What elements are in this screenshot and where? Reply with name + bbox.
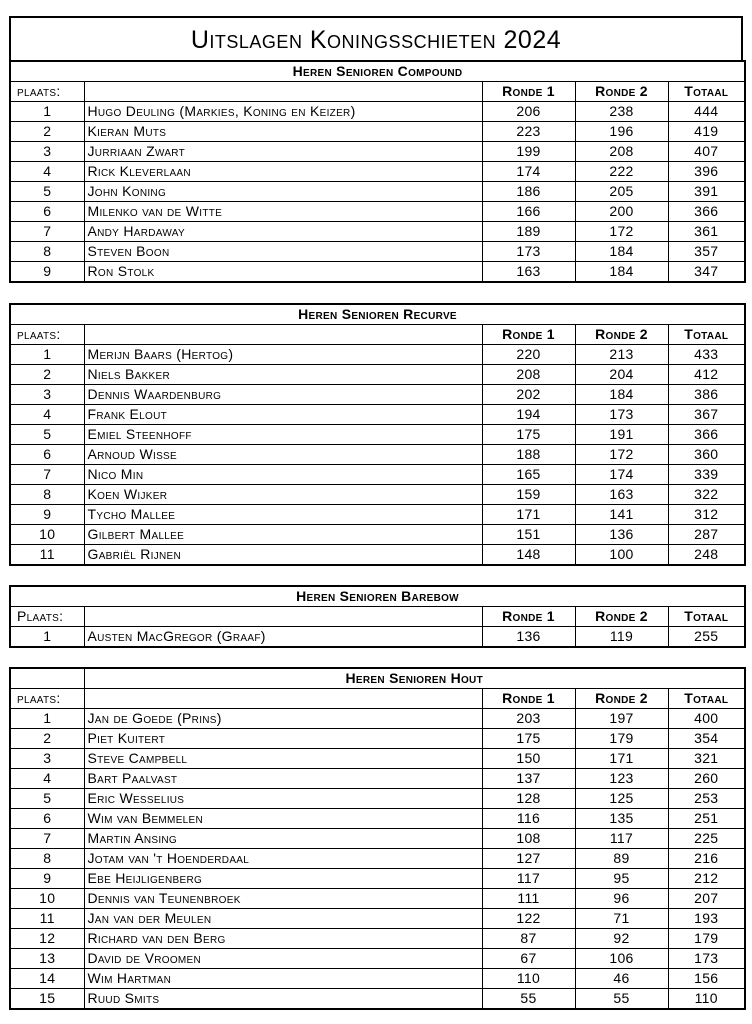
round2-cell: 179 (575, 729, 668, 749)
place-cell: 2 (10, 729, 84, 749)
total-cell: 407 (668, 142, 745, 162)
place-cell: 8 (10, 485, 84, 505)
name-cell: Dennis Waardenburg (84, 385, 482, 405)
total-cell: 255 (668, 627, 745, 648)
place-cell: 15 (10, 989, 84, 1010)
table-row (10, 769, 745, 789)
total-cell: 312 (668, 505, 745, 525)
name-cell: Eric Wesselius (84, 789, 482, 809)
name-header (84, 689, 482, 709)
name-cell: Gilbert Mallee (84, 525, 482, 545)
table-row (10, 345, 745, 365)
table-row (10, 849, 745, 869)
round2-cell: 123 (575, 769, 668, 789)
round2-cell: 184 (575, 242, 668, 262)
round1-header: Ronde 1 (482, 689, 575, 709)
name-cell: Koen Wijker (84, 485, 482, 505)
total-cell: 193 (668, 909, 745, 929)
place-cell: 14 (10, 969, 84, 989)
round2-cell: 92 (575, 929, 668, 949)
place-cell: 5 (10, 425, 84, 445)
name-cell: Ruud Smits (84, 989, 482, 1010)
results-table-compound (9, 60, 746, 283)
round1-cell: 208 (482, 365, 575, 385)
place-cell: 5 (10, 182, 84, 202)
blank-cell (10, 668, 84, 689)
name-cell: Ron Stolk (84, 262, 482, 283)
total-cell: 212 (668, 869, 745, 889)
round1-header: Ronde 1 (482, 82, 575, 102)
round1-cell: 128 (482, 789, 575, 809)
round1-header: Ronde 1 (482, 607, 575, 627)
place-cell: 3 (10, 142, 84, 162)
place-cell: 4 (10, 162, 84, 182)
table-row (10, 889, 745, 909)
total-cell: 391 (668, 182, 745, 202)
place-cell: 10 (10, 889, 84, 909)
results-table-recurve (9, 303, 746, 566)
round2-cell: 238 (575, 102, 668, 122)
round2-cell: 184 (575, 385, 668, 405)
table-row (10, 425, 745, 445)
round1-cell: 67 (482, 949, 575, 969)
place-header: Plaats: (10, 607, 84, 627)
total-cell: 321 (668, 749, 745, 769)
place-cell: 1 (10, 709, 84, 729)
place-cell: 4 (10, 405, 84, 425)
total-header: Totaal (668, 82, 745, 102)
total-cell: 110 (668, 989, 745, 1010)
place-cell: 9 (10, 869, 84, 889)
round2-cell: 163 (575, 485, 668, 505)
total-header: Totaal (668, 689, 745, 709)
name-cell: Hugo Deuling (Markies, Koning en Keizer) (84, 102, 482, 122)
name-cell: Gabriël Rijnen (84, 545, 482, 566)
round1-cell: 55 (482, 989, 575, 1010)
round1-cell: 87 (482, 929, 575, 949)
place-cell: 2 (10, 365, 84, 385)
round1-cell: 137 (482, 769, 575, 789)
table-row (10, 809, 745, 829)
name-cell: Wim Hartman (84, 969, 482, 989)
name-cell: Jotam van 't Hoenderdaal (84, 849, 482, 869)
round2-cell: 205 (575, 182, 668, 202)
section-title: Heren Senioren Compound (10, 61, 745, 82)
total-cell: 412 (668, 365, 745, 385)
round1-cell: 171 (482, 505, 575, 525)
round1-cell: 174 (482, 162, 575, 182)
round2-cell: 125 (575, 789, 668, 809)
round2-cell: 96 (575, 889, 668, 909)
place-cell: 9 (10, 262, 84, 283)
round2-header: Ronde 2 (575, 82, 668, 102)
place-header: plaats: (10, 325, 84, 345)
results-table-barebow (9, 585, 746, 648)
table-row (10, 122, 745, 142)
place-header: plaats: (10, 82, 84, 102)
name-cell: David de Vroomen (84, 949, 482, 969)
total-cell: 419 (668, 122, 745, 142)
name-cell: Jurriaan Zwart (84, 142, 482, 162)
place-cell: 3 (10, 749, 84, 769)
round1-cell: 189 (482, 222, 575, 242)
round2-cell: 46 (575, 969, 668, 989)
total-cell: 253 (668, 789, 745, 809)
place-cell: 7 (10, 222, 84, 242)
place-cell: 6 (10, 809, 84, 829)
place-cell: 1 (10, 627, 84, 648)
total-cell: 339 (668, 465, 745, 485)
round2-cell: 117 (575, 829, 668, 849)
place-cell: 3 (10, 385, 84, 405)
table-row (10, 405, 745, 425)
name-cell: Nico Min (84, 465, 482, 485)
table-row (10, 485, 745, 505)
total-header: Totaal (668, 325, 745, 345)
name-header (84, 82, 482, 102)
total-cell: 287 (668, 525, 745, 545)
name-cell: Niels Bakker (84, 365, 482, 385)
round1-cell: 122 (482, 909, 575, 929)
total-cell: 248 (668, 545, 745, 566)
name-cell: Richard van den Berg (84, 929, 482, 949)
total-cell: 347 (668, 262, 745, 283)
round1-cell: 223 (482, 122, 575, 142)
total-cell: 179 (668, 929, 745, 949)
round2-cell: 204 (575, 365, 668, 385)
round2-cell: 208 (575, 142, 668, 162)
round2-cell: 174 (575, 465, 668, 485)
table-row (10, 789, 745, 809)
round1-cell: 175 (482, 425, 575, 445)
place-cell: 7 (10, 829, 84, 849)
round1-cell: 165 (482, 465, 575, 485)
table-row (10, 445, 745, 465)
round1-cell: 186 (482, 182, 575, 202)
round1-cell: 150 (482, 749, 575, 769)
round2-cell: 119 (575, 627, 668, 648)
place-cell: 2 (10, 122, 84, 142)
total-cell: 386 (668, 385, 745, 405)
total-cell: 207 (668, 889, 745, 909)
round1-cell: 110 (482, 969, 575, 989)
total-cell: 444 (668, 102, 745, 122)
table-row (10, 525, 745, 545)
name-header (84, 607, 482, 627)
table-row (10, 709, 745, 729)
round1-cell: 111 (482, 889, 575, 909)
total-cell: 360 (668, 445, 745, 465)
table-row (10, 729, 745, 749)
round1-cell: 117 (482, 869, 575, 889)
total-cell: 173 (668, 949, 745, 969)
name-cell: Emiel Steenhoff (84, 425, 482, 445)
place-header: plaats: (10, 689, 84, 709)
round1-cell: 202 (482, 385, 575, 405)
round1-cell: 194 (482, 405, 575, 425)
round1-cell: 159 (482, 485, 575, 505)
round1-cell: 173 (482, 242, 575, 262)
round1-cell: 151 (482, 525, 575, 545)
round2-cell: 135 (575, 809, 668, 829)
round2-cell: 171 (575, 749, 668, 769)
round2-cell: 191 (575, 425, 668, 445)
place-cell: 5 (10, 789, 84, 809)
total-cell: 225 (668, 829, 745, 849)
table-row (10, 182, 745, 202)
place-cell: 12 (10, 929, 84, 949)
table-row (10, 545, 745, 566)
name-cell: Merijn Baars (Hertog) (84, 345, 482, 365)
name-cell: Steve Campbell (84, 749, 482, 769)
name-cell: Wim van Bemmelen (84, 809, 482, 829)
total-header: Totaal (668, 607, 745, 627)
results-table-hout (9, 667, 746, 1010)
table-row (10, 142, 745, 162)
round1-cell: 199 (482, 142, 575, 162)
table-row (10, 262, 745, 283)
table-row (10, 385, 745, 405)
section-title: Heren Senioren Hout (84, 668, 745, 689)
name-cell: Andy Hardaway (84, 222, 482, 242)
name-cell: Kieran Muts (84, 122, 482, 142)
total-cell: 433 (668, 345, 745, 365)
round1-cell: 188 (482, 445, 575, 465)
name-cell: Austen MacGregor (Graaf) (84, 627, 482, 648)
round1-cell: 220 (482, 345, 575, 365)
name-cell: Jan van der Meulen (84, 909, 482, 929)
round2-cell: 173 (575, 405, 668, 425)
total-cell: 322 (668, 485, 745, 505)
place-cell: 1 (10, 102, 84, 122)
name-cell: Piet Kuitert (84, 729, 482, 749)
table-row (10, 989, 745, 1010)
total-cell: 400 (668, 709, 745, 729)
table-row (10, 102, 745, 122)
round2-cell: 55 (575, 989, 668, 1010)
name-header (84, 325, 482, 345)
place-cell: 7 (10, 465, 84, 485)
place-cell: 6 (10, 202, 84, 222)
place-cell: 13 (10, 949, 84, 969)
round2-cell: 196 (575, 122, 668, 142)
table-row (10, 465, 745, 485)
place-cell: 8 (10, 849, 84, 869)
name-cell: Martin Ansing (84, 829, 482, 849)
round2-cell: 197 (575, 709, 668, 729)
table-row (10, 365, 745, 385)
table-row (10, 829, 745, 849)
table-row (10, 627, 745, 648)
place-cell: 8 (10, 242, 84, 262)
place-cell: 10 (10, 525, 84, 545)
round1-cell: 148 (482, 545, 575, 566)
name-cell: Tycho Mallee (84, 505, 482, 525)
table-row (10, 869, 745, 889)
round2-cell: 136 (575, 525, 668, 545)
round1-cell: 163 (482, 262, 575, 283)
round2-cell: 106 (575, 949, 668, 969)
total-cell: 354 (668, 729, 745, 749)
total-cell: 367 (668, 405, 745, 425)
place-cell: 4 (10, 769, 84, 789)
round2-cell: 213 (575, 345, 668, 365)
round1-header: Ronde 1 (482, 325, 575, 345)
round2-cell: 71 (575, 909, 668, 929)
total-cell: 366 (668, 202, 745, 222)
place-cell: 11 (10, 909, 84, 929)
round2-header: Ronde 2 (575, 689, 668, 709)
total-cell: 396 (668, 162, 745, 182)
total-cell: 260 (668, 769, 745, 789)
round2-cell: 172 (575, 445, 668, 465)
total-cell: 251 (668, 809, 745, 829)
place-cell: 1 (10, 345, 84, 365)
total-cell: 156 (668, 969, 745, 989)
round2-cell: 200 (575, 202, 668, 222)
round2-cell: 100 (575, 545, 668, 566)
place-cell: 9 (10, 505, 84, 525)
round1-cell: 116 (482, 809, 575, 829)
table-row (10, 162, 745, 182)
table-row (10, 242, 745, 262)
name-cell: Ebe Heijligenberg (84, 869, 482, 889)
round1-cell: 166 (482, 202, 575, 222)
name-cell: Dennis van Teunenbroek (84, 889, 482, 909)
total-cell: 357 (668, 242, 745, 262)
name-cell: Steven Boon (84, 242, 482, 262)
round2-cell: 172 (575, 222, 668, 242)
name-cell: Milenko van de Witte (84, 202, 482, 222)
name-cell: Jan de Goede (Prins) (84, 709, 482, 729)
table-row (10, 949, 745, 969)
round1-cell: 127 (482, 849, 575, 869)
name-cell: Frank Elout (84, 405, 482, 425)
name-cell: Bart Paalvast (84, 769, 482, 789)
round1-cell: 206 (482, 102, 575, 122)
table-row (10, 969, 745, 989)
section-title: Heren Senioren Recurve (10, 304, 745, 325)
name-cell: Arnoud Wisse (84, 445, 482, 465)
round2-cell: 89 (575, 849, 668, 869)
round2-header: Ronde 2 (575, 607, 668, 627)
name-cell: John Koning (84, 182, 482, 202)
round1-cell: 203 (482, 709, 575, 729)
table-row (10, 222, 745, 242)
name-cell: Rick Kleverlaan (84, 162, 482, 182)
round2-cell: 184 (575, 262, 668, 283)
table-row (10, 749, 745, 769)
place-cell: 6 (10, 445, 84, 465)
table-row (10, 505, 745, 525)
round1-cell: 175 (482, 729, 575, 749)
round2-header: Ronde 2 (575, 325, 668, 345)
table-row (10, 202, 745, 222)
table-row (10, 909, 745, 929)
total-cell: 216 (668, 849, 745, 869)
round2-cell: 141 (575, 505, 668, 525)
table-row (10, 929, 745, 949)
round2-cell: 95 (575, 869, 668, 889)
place-cell: 11 (10, 545, 84, 566)
round2-cell: 222 (575, 162, 668, 182)
section-title: Heren Senioren Barebow (10, 586, 745, 607)
total-cell: 366 (668, 425, 745, 445)
round1-cell: 136 (482, 627, 575, 648)
page-title: Uitslagen Koningsschieten 2024 (9, 16, 743, 60)
round1-cell: 108 (482, 829, 575, 849)
total-cell: 361 (668, 222, 745, 242)
